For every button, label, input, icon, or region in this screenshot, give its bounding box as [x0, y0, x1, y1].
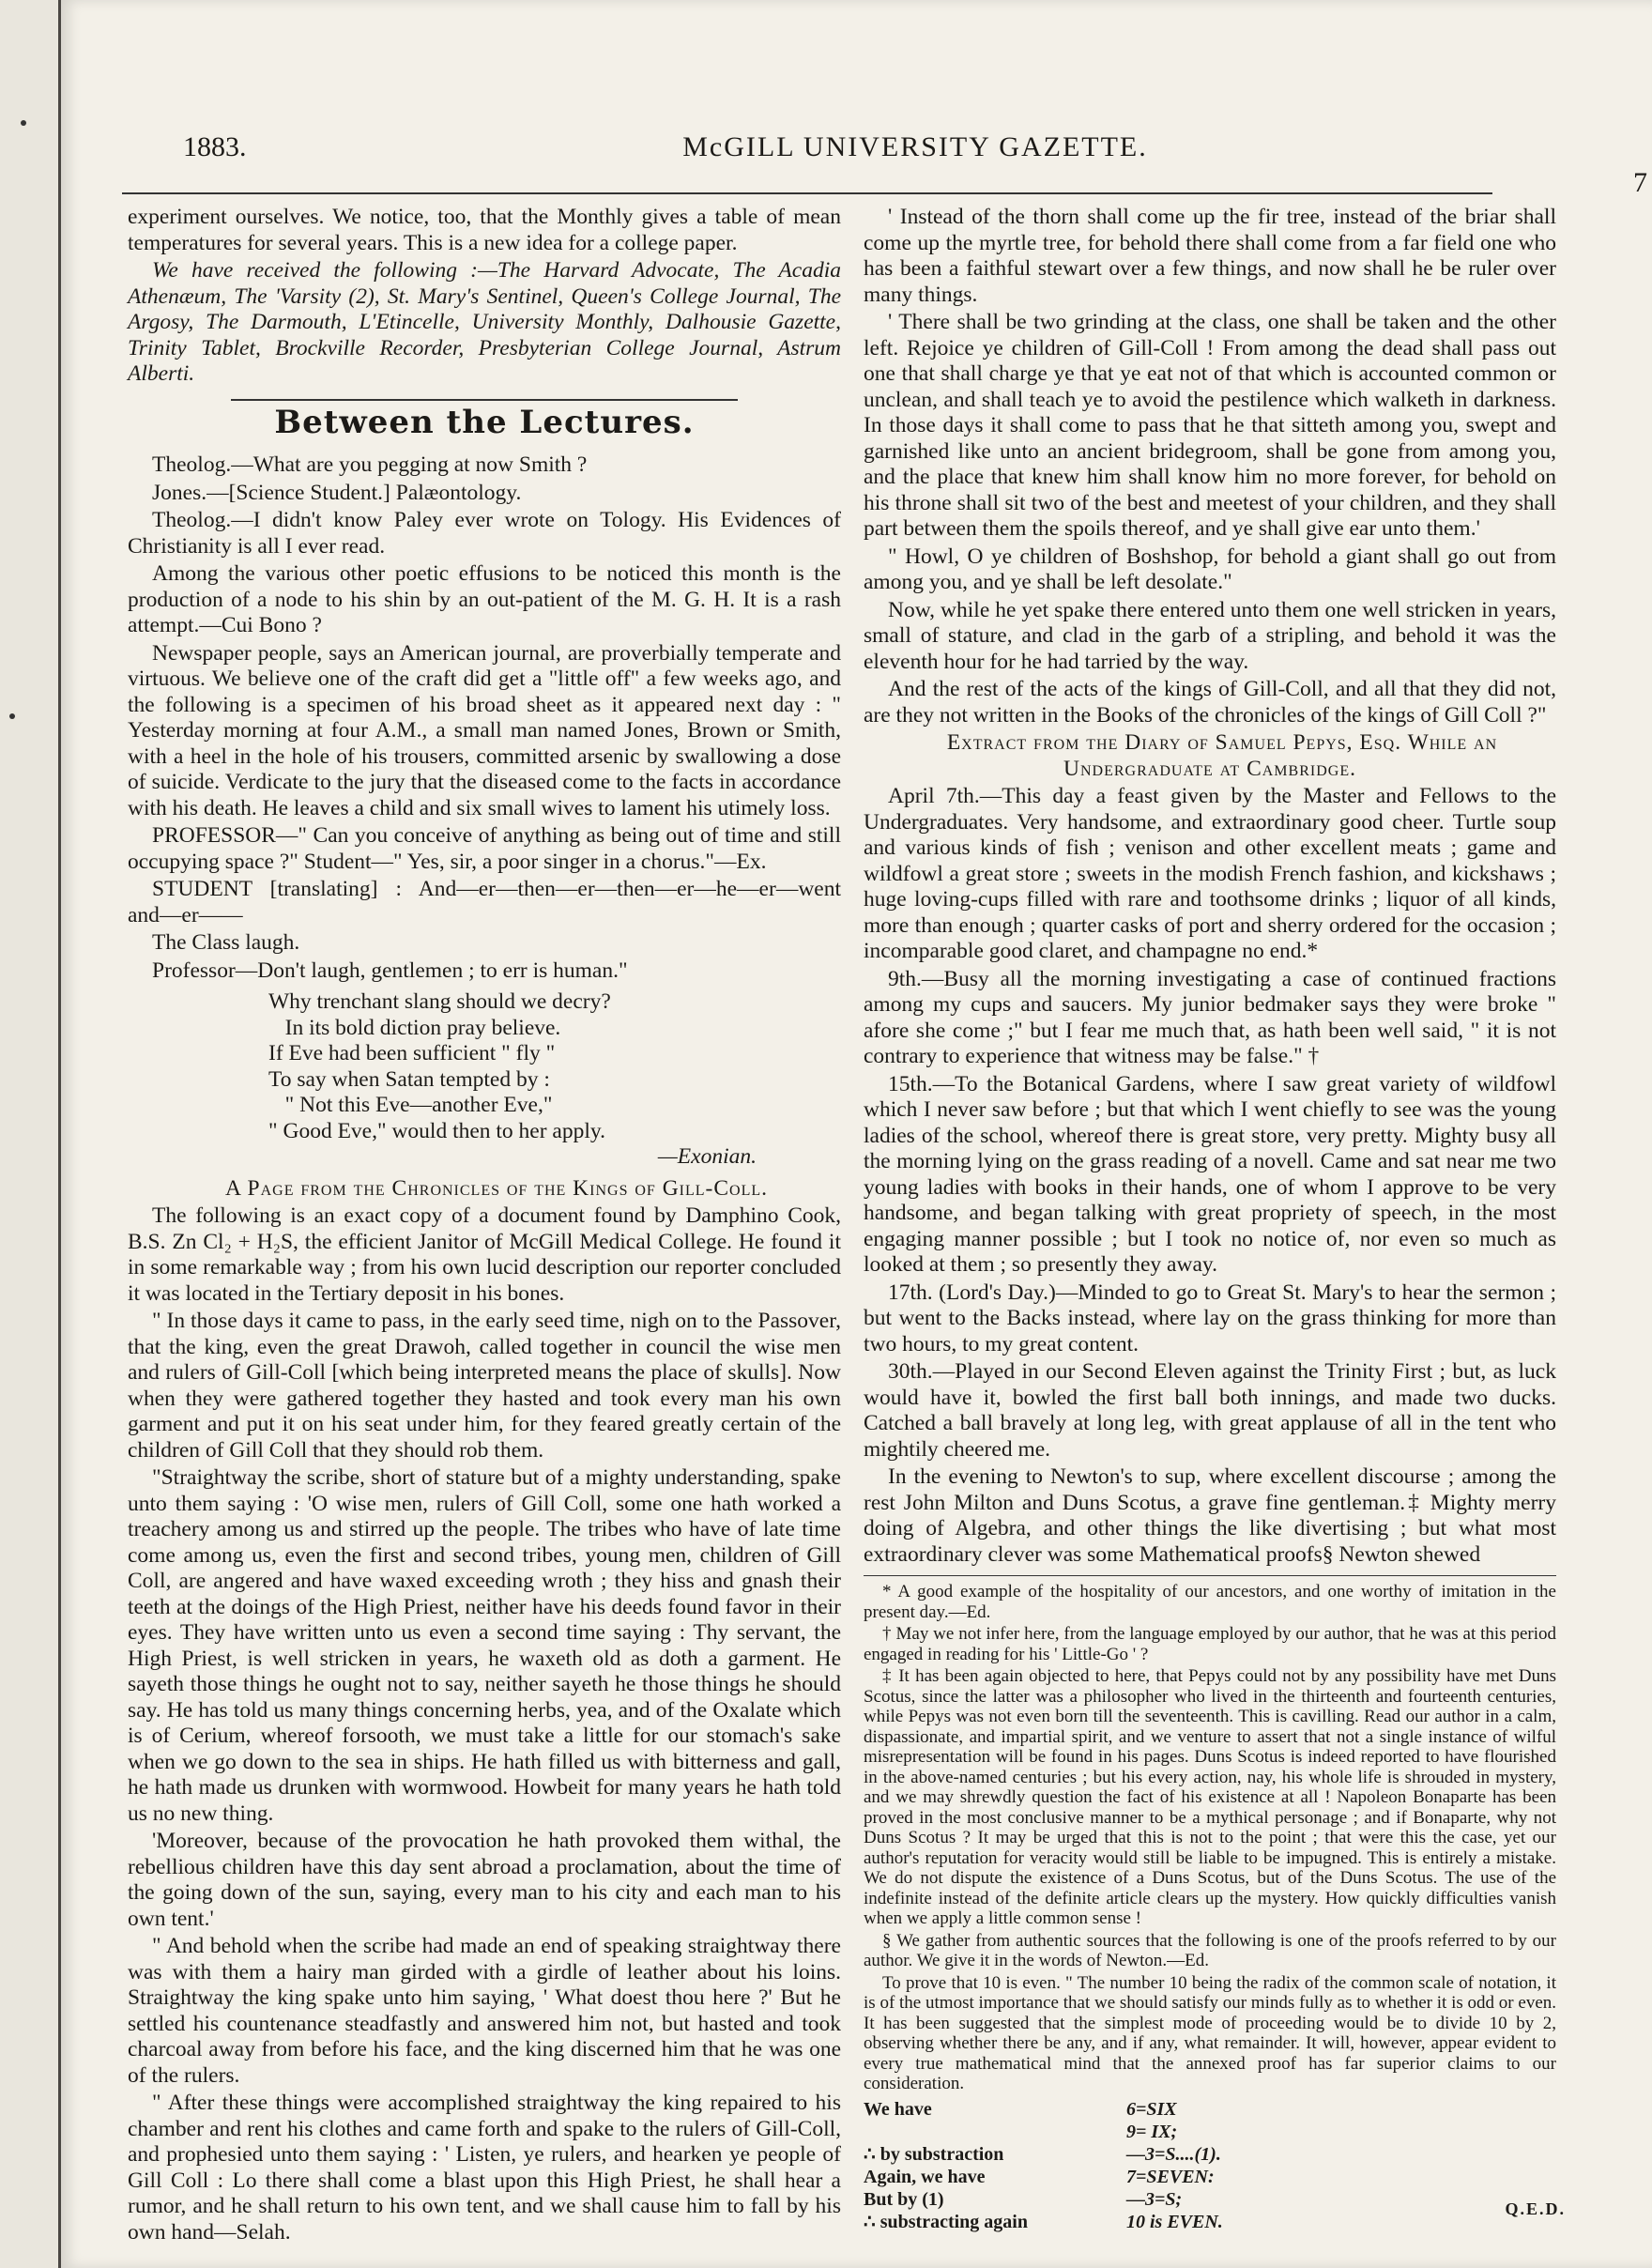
proof-label: ∴ by substraction [864, 2143, 1004, 2165]
poem-line: To say when Satan tempted by : [268, 1066, 550, 1092]
footnote-rule [864, 1575, 1556, 1576]
pepys-heading [864, 730, 1556, 782]
proof-label: But by (1) [864, 2188, 944, 2210]
poem [268, 989, 841, 1171]
footnote: * A good example of the hospitality of our ancestors, and one worthy of imitation in the present day.—Ed. [864, 1582, 1556, 1622]
poem-line: If Eve had been sufficient " fly " [268, 1041, 556, 1065]
proof-label [864, 2121, 1126, 2143]
poem-line: Why trenchant slang should we decry? [268, 989, 611, 1014]
paragraph: PROFESSOR—" Can you conceive of anything as being out of time and still occupying space ?" Student—" Yes, sir, a poor singer in a chorus."—Ex. [128, 823, 841, 874]
footnote: § We gather from authentic sources that the following is one of the proofs referred to by our author. We give it in the words of Newton.—Ed. [864, 1930, 1556, 1970]
poem-signature: —Exonian. [657, 1144, 757, 1169]
left-column [128, 205, 841, 2247]
poem-line: " Good Eve," would then to her apply. [268, 1118, 605, 1143]
poem-line: In its bold diction pray believe. [268, 1015, 561, 1040]
poem-line: " Not this Eve—another Eve," [268, 1093, 553, 1117]
diary-entry: 30th.—Played in our Second Eleven against the Trinity First ; but, as luck would have it, bowled the first ball both innings, and made two ducks. Catched a ball bravely at long leg, with great applause of all in the tent who mightily cheered me. [864, 1359, 1556, 1462]
paragraph: The Class laugh. [152, 930, 300, 955]
proof-step: 10 is EVEN. [1126, 2211, 1223, 2232]
header-rule [122, 192, 1492, 194]
footnotes [864, 1582, 1556, 2233]
diary-entry: 9th.—Busy all the morning investigating a case of continued fractions among my cups and saucers. My junior bedmaker says they were broke " afore she come ;" but I fear me much that, as hath been well said, " it is not contrary to experience that witness may be false." † [864, 966, 1556, 1068]
proof-step: 9= IX; [1126, 2121, 1178, 2142]
proof-label: ∴ substracting again [864, 2211, 1028, 2232]
scan-speck [9, 713, 15, 719]
paragraph: " After these things were accomplished straightway the king repaired to his chamber and rent his clothes and came forth and spake to the rulers of Gill-Coll, and prophesied unto them saying : ' Listen, ye rulers, and hearken ye people of Gill Coll : Lo there shall come a blast upon this High Priest, he shall hear a rumor, and he shall return to his own tent, and we shall cause him to fall by his own hand—Selah. [128, 2091, 841, 2245]
paragraph: The following is an exact copy of a document found by Damphino Cook, B.S. Zn Cl₂ + H₂S, the efficient Janitor of McGill Medical College. He found it in some remarkable way ; from his own lucid description our reporter concluded it was located in the Tertiary deposit in his bones. [128, 1203, 841, 1306]
proof-table [864, 2098, 1556, 2233]
chronicle-heading: A Page from the Chronicles of the Kings of Gill-Coll. [224, 1175, 769, 1201]
paragraph: STUDENT [translating] : And—er—then—er—then—er—he—er—went and—er—— [128, 877, 841, 927]
paragraph: And the rest of the acts of the kings of Gill-Coll, and all that they did not, are they not written in the Books of the chronicles of the kings of Gill Coll ?" [864, 677, 1556, 728]
page-number: 7 [1633, 167, 1647, 198]
issue-year: 1883. [183, 131, 247, 162]
proof-label: Again, we have [864, 2166, 986, 2187]
proof-step: —3=S....(1). [1126, 2143, 1221, 2165]
paragraph: Professor—Don't laugh, gentlemen ; to err is human." [152, 958, 628, 983]
paragraph: "Straightway the scribe, short of stature but of a mighty understanding, spake unto them saying : 'O wise men, rulers of Gill Coll, some one hath worked a treachery among us and stirred up the people. The tribes who have of late time come among us, even the first and second tribes, young men, children of Gill Coll, are angered and have waxed exceeding wroth ; they hiss and gnash their teeth at the doings of the High Priest, neither have his deeds found favor in their eyes. They have written unto us even a second time saying : Thy servant, the High Priest, is well stricken in years, he waxeth old as doth a garment. He sayeth those things he ought not to say, neither sayeth he those things he should say. He has told us many things concerning herbs, yea, and of the Oxalate which is of Cerium, whereof forsooth, we must take a little for our stomach's sake when we go down to the sea in ships. He hath filled us with bitterness and gall, he hath made us drunken with wormwood. Howbeit for many years he hath told us no new thing. [128, 1465, 841, 1826]
pepys-heading-line1: Extract from the Diary of Samuel Pepys, Esq. While an [946, 730, 1498, 755]
proof-step: —3=S; [1126, 2188, 1183, 2210]
paragraph: " Howl, O ye children of Boshshop, for behold a giant shall go out from among you, and ye shall be left desolate." [864, 544, 1556, 594]
paragraph: Newspaper people, says an American journal, are proverbially temperate and virtuous. We believe one of the craft did get a "little off" a few weeks ago, and the following is a specimen of his broad sheet as it appeared next day : " Yesterday morning at four A.M., a small man named Jones, Brown or Smith, with a heel in the hole of his trousers, committed arsenic by swallowing a dose of suicide. Verdicate to the jury that the diseased come to the facts in accordance with his death. He leaves a child and six small wives to lament his utimely loss. [128, 640, 841, 820]
paragraph: ' Instead of the thorn shall come up the fir tree, instead of the briar shall come up the myrtle tree, for behold there shall come from a far field one who has been a faithful stewart over a few things, and now shall he be ruler over many things. [864, 205, 1556, 307]
section-rule [231, 399, 738, 401]
footnote: ‡ It has been again objected to here, that Pepys could not by any possibility have met Duns Scotus, since the latter was a philosopher who lived in the thirteenth and fourteenth centuries, while Pepys was not even born till the seventeenth. This is cavilling. Read our author in a calm, dispassionate, and impartial spirit, and we venture to assert that not a single instance of wilful misrepresentation will be found in his pages. Duns Scotus is indeed reported to have flourished in the above-named centuries ; but his every action, nay, his whole life is shrouded in mystery, and we may shrewdly question the fact of his existence at all ! Napoleon Bonaparte has been proved in the most conclusive manner to be a mythical personage ; and if Bonaparte, why not Duns Scotus ? It may be urged that this is not to the point ; that were this the case, yet our author's reputation for veracity would still be liable to be impugned. This is entirely a mistake. We do not dispute the existence of a Duns Scotus, but of the Duns Scotus. The use of the indefinite instead of the definite article clears up the mystery. How quickly difficulties vanish when we apply a little common sense ! [864, 1666, 1556, 1928]
diary-entry: 17th. (Lord's Day.)—Minded to go to Great St. Mary's to hear the sermon ; but went to the Backs instead, where lay on the grass thinking for more than two hours, to my great content. [864, 1280, 1556, 1356]
paragraph: ' There shall be two grinding at the class, one shall be taken and the other left. Rejoice ye children of Gill-Coll ! From among the dead shall pass out one that shall charge ye that ye eat not of that which is accounted common or unclean, and shall teach ye to avoid the pestilence which walketh in darkness. In those days it shall come to pass that he that sitteth among you, swept and garnished like unto an ancient bridegroom, shall be gone from among you, and the place that knew him shall know him no more forever, for behold on his throne shall sit two of the best and meetest of your children, and they shall part between them the spoils thereof, and ye shall give ear unto them.' [864, 310, 1556, 541]
paragraph: " In those days it came to pass, in the early seed time, nigh on to the Passover, that the king, even the great Drawoh, called together in council the wise men and rulers of Gill-Coll [which being interpreted means the place of skulls]. Now when they were gathered together they hasted and took every man his own garment and put it on his seat under him, for they feared greatly certain of the children of Gill Coll that they should rob them. [128, 1309, 841, 1463]
paragraph: Among the various other poetic effusions to be noticed this month is the production of a node to his shin by an out-patient of the M. G. H. It is a rash attempt.—Cui Bono ? [128, 561, 841, 637]
exchanges-paragraph: We have received the following :—The Harvard Advocate, The Acadia Athenæum, The 'Varsity (2), St. Mary's Sentinel, Queen's College Journal, The Argosy, The Darmouth, L'Etincelle, University Monthly, Dalhousie Gazette, Trinity Tablet, Brockville Recorder, Presbyterian College Journal, Astrum Alberti. [128, 258, 841, 386]
page-header [183, 122, 1647, 198]
proof-label: We have [864, 2098, 932, 2120]
proof-step: 7=SEVEN: [1126, 2166, 1215, 2187]
masthead: McGILL UNIVERSITY GAZETTE. [682, 131, 1148, 162]
right-column [864, 205, 1556, 2233]
footnote: † May we not infer here, from the language employed by our author, that he was at this period engaged in reading for his ' Little-Go ' ? [864, 1624, 1556, 1664]
pepys-heading-line2: Undergraduate at Cambridge. [1063, 756, 1356, 781]
paragraph: 'Moreover, because of the provocation he hath provoked them withal, the rebellious children have this day sent abroad a proclamation, about the time of the going down of the sun, saying, every man to his city and each man to his own tent.' [128, 1829, 841, 1931]
footnote: To prove that 10 is even. " The number 10 being the radix of the common scale of notation, it is of the utmost importance that we should satisfy our minds fully as to whether it is odd or even. It has been suggested that the simplest mode of proceeding would be to divide 10 by 2, observing whether there be any, and if any, what remainder. It will, however, appear evident to every true mathematical mind that the annexed proof has far superior claims to our consideration. [864, 1972, 1556, 2093]
dialog-line: Theolog.—I didn't know Paley ever wrote on Tology. His Evidences of Christianity is all I ever read. [128, 508, 841, 559]
intro-paragraph: experiment ourselves. We notice, too, that the Monthly gives a table of mean temperatures for several years. This is a new idea for a college paper. [128, 205, 841, 255]
dialog-line: Jones.—[Science Student.] Palæontology. [152, 480, 522, 505]
diary-entry: April 7th.—This day a feast given by the Master and Fellows to the Undergraduates. Very handsome, and extraordinary good cheer. Turtle soup and various kinds of fish ; venison and other excellent meats ; game and wildfowl a great store ; sweets in the modish French fashion, and kickshaws ; huge loving-cups filled with rare and toothsome drinks ; liquor of all kinds, more than enough ; quarter casks of port and sherry ordered for the occasion ; incomparable good claret, and champagne no end.* [864, 784, 1556, 963]
diary-entry: 15th.—To the Botanical Gardens, where I saw great variety of wildfowl which I never saw before ; but that which I went chiefly to see was the young ladies of the school, whereof there is great store, very pretty. Mighty busy all the morning lying on the grass reading of a novell. Came and sat near me two young ladies with books in their hands, one of whom I approve to be very handsome, and began talking with great propriety of speech, in the most engaging manner possible ; but I took no notice of, nor even so much as looked at them ; so presently they away. [864, 1071, 1556, 1277]
qed-mark: Q.E.D. [1505, 2199, 1566, 2218]
section-title: Between the Lectures. [274, 403, 695, 441]
paragraph: Now, while he yet spake there entered unto them one well stricken in years, small of stature, and clad in the garb of a stripling, and behold it was the eleventh hour for he had tarried by the way. [864, 597, 1556, 674]
paragraph: " And behold when the scribe had made an end of speaking straightway there was with them a hairy man girded with a girdle of leather about his loins. Straightway the king spake unto him saying, ' What doest thou here ?' But he settled his countenance steadfastly and answered him not, but hasted and took charcoal away from before his face, and the king discerned him that he was one of the rulers. [128, 1934, 841, 2088]
proof-step: 6=SIX [1126, 2098, 1177, 2120]
dialog-line: Theolog.—What are you pegging at now Smith ? [152, 452, 588, 477]
scan-speck [21, 120, 26, 126]
diary-entry: In the evening to Newton's to sup, where excellent discourse ; among the rest John Milton and Duns Scotus, a grave fine gentleman.‡ Mighty merry doing of Algebra, and other things the like divertising ; but what most extraordinary clever was some Mathematical proofs§ Newton shewed [864, 1464, 1556, 1567]
